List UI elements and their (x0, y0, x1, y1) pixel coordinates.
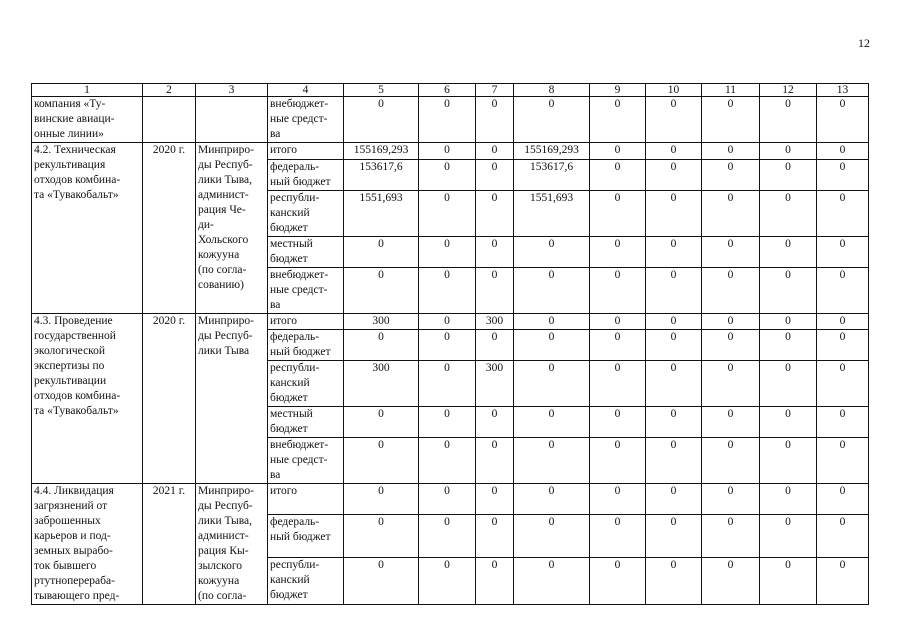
amount-cell: 0 (760, 484, 817, 515)
amount-cell: 0 (419, 330, 476, 361)
amount-cell: 0 (646, 558, 702, 605)
amount-cell: 0 (419, 407, 476, 438)
amount-cell: 0 (646, 160, 702, 191)
amount-cell: 0 (760, 143, 817, 160)
funding-source-cell: итого (268, 484, 344, 515)
amount-cell: 0 (760, 237, 817, 268)
amount-cell: 0 (476, 268, 514, 314)
amount-cell: 300 (476, 314, 514, 330)
amount-cell: 0 (514, 558, 590, 605)
amount-cell: 0 (817, 143, 869, 160)
amount-cell: 0 (344, 97, 419, 143)
column-header: 7 (476, 84, 514, 97)
amount-cell: 0 (590, 558, 646, 605)
amount-cell: 0 (817, 268, 869, 314)
amount-cell: 0 (646, 237, 702, 268)
amount-cell: 0 (817, 558, 869, 605)
amount-cell: 0 (344, 330, 419, 361)
funding-source-cell: итого (268, 143, 344, 160)
amount-cell: 0 (702, 191, 760, 237)
amount-cell: 0 (514, 237, 590, 268)
column-header: 3 (196, 84, 268, 97)
column-header: 12 (760, 84, 817, 97)
amount-cell: 153617,6 (344, 160, 419, 191)
amount-cell: 300 (476, 361, 514, 407)
column-header: 2 (143, 84, 196, 97)
header-row (32, 84, 869, 97)
amount-cell: 0 (590, 143, 646, 160)
column-header: 8 (514, 84, 590, 97)
year-cell: 2021 г. (143, 484, 196, 605)
column-header: 13 (817, 84, 869, 97)
amount-cell: 0 (702, 314, 760, 330)
amount-cell: 155169,293 (344, 143, 419, 160)
funding-source-cell: республи- канский бюджет (268, 361, 344, 407)
amount-cell: 0 (514, 407, 590, 438)
funding-source-cell: местный бюджет (268, 237, 344, 268)
amount-cell: 0 (817, 160, 869, 191)
amount-cell: 300 (344, 314, 419, 330)
amount-cell: 0 (646, 143, 702, 160)
amount-cell: 0 (760, 361, 817, 407)
amount-cell: 0 (476, 143, 514, 160)
amount-cell: 0 (817, 407, 869, 438)
amount-cell: 0 (419, 191, 476, 237)
amount-cell: 0 (590, 407, 646, 438)
amount-cell: 0 (646, 438, 702, 484)
amount-cell: 0 (646, 361, 702, 407)
amount-cell: 0 (817, 191, 869, 237)
executor-cell: Минприро- ды Респуб- лики Тыва (196, 314, 268, 484)
column-header: 6 (419, 84, 476, 97)
amount-cell: 0 (590, 484, 646, 515)
amount-cell: 0 (646, 484, 702, 515)
amount-cell: 0 (514, 268, 590, 314)
amount-cell: 0 (590, 160, 646, 191)
amount-cell: 0 (476, 484, 514, 515)
amount-cell: 0 (419, 160, 476, 191)
amount-cell: 0 (419, 361, 476, 407)
amount-cell: 0 (514, 484, 590, 515)
amount-cell: 0 (590, 237, 646, 268)
column-header: 9 (590, 84, 646, 97)
funding-source-cell: федераль- ный бюджет (268, 330, 344, 361)
column-header: 4 (268, 84, 344, 97)
amount-cell: 0 (760, 314, 817, 330)
amount-cell: 0 (514, 438, 590, 484)
amount-cell: 0 (702, 143, 760, 160)
amount-cell: 0 (817, 97, 869, 143)
executor-cell: Минприро- ды Респуб- лики Тыва, админист- рация Че- ди- Хольского кожууна (по согла- сованию) (196, 143, 268, 314)
amount-cell: 0 (590, 330, 646, 361)
measure-cell: 4.2. Техническая рекультивация отходов комбина- та «Тувакобальт» (32, 143, 143, 314)
funding-source-cell: республи- канский бюджет (268, 191, 344, 237)
amount-cell: 0 (702, 484, 760, 515)
amount-cell: 0 (476, 97, 514, 143)
amount-cell: 1551,693 (344, 191, 419, 237)
funding-source-cell: внебюджет- ные средст- ва (268, 268, 344, 314)
funding-source-cell: федераль- ный бюджет (268, 514, 344, 558)
amount-cell: 0 (419, 484, 476, 515)
amount-cell: 0 (702, 438, 760, 484)
amount-cell: 0 (760, 407, 817, 438)
funding-source-cell: внебюджет- ные средст- ва (268, 438, 344, 484)
measure-cell: компания «Ту- винские авиаци- онные линии» (32, 97, 143, 143)
amount-cell: 0 (476, 237, 514, 268)
amount-cell: 0 (476, 191, 514, 237)
amount-cell: 0 (646, 268, 702, 314)
amount-cell: 0 (419, 143, 476, 160)
amount-cell: 0 (344, 438, 419, 484)
amount-cell: 0 (590, 438, 646, 484)
amount-cell: 0 (702, 558, 760, 605)
amount-cell: 0 (590, 514, 646, 558)
amount-cell: 0 (590, 361, 646, 407)
funding-source-cell: федераль- ный бюджет (268, 160, 344, 191)
amount-cell: 0 (419, 97, 476, 143)
amount-cell: 0 (760, 268, 817, 314)
amount-cell: 0 (817, 438, 869, 484)
amount-cell: 1551,693 (514, 191, 590, 237)
amount-cell: 0 (646, 330, 702, 361)
amount-cell: 0 (514, 514, 590, 558)
amount-cell: 0 (646, 97, 702, 143)
amount-cell: 0 (646, 407, 702, 438)
amount-cell: 300 (344, 361, 419, 407)
amount-cell: 0 (702, 407, 760, 438)
amount-cell: 0 (590, 268, 646, 314)
amount-cell: 0 (344, 484, 419, 515)
amount-cell: 0 (760, 558, 817, 605)
amount-cell: 0 (817, 314, 869, 330)
year-cell: 2020 г. (143, 143, 196, 314)
funding-source-cell: республи- канский бюджет (268, 558, 344, 605)
amount-cell: 0 (760, 191, 817, 237)
year-cell (143, 97, 196, 143)
amount-cell: 0 (702, 97, 760, 143)
amount-cell: 0 (702, 268, 760, 314)
amount-cell: 0 (476, 438, 514, 484)
amount-cell: 0 (646, 514, 702, 558)
amount-cell: 0 (646, 191, 702, 237)
amount-cell: 0 (760, 160, 817, 191)
amount-cell: 0 (590, 314, 646, 330)
amount-cell: 0 (344, 407, 419, 438)
measure-cell: 4.4. Ликвидация загрязнений от заброшенных карьеров и под- земных вырабо- ток бывшего ртутноперераба- тывающего пред- (32, 484, 143, 605)
amount-cell: 0 (702, 160, 760, 191)
amount-cell: 0 (419, 268, 476, 314)
amount-cell: 0 (760, 330, 817, 361)
amount-cell: 0 (514, 361, 590, 407)
amount-cell: 0 (702, 330, 760, 361)
amount-cell: 0 (514, 330, 590, 361)
amount-cell: 0 (760, 97, 817, 143)
measure-cell: 4.3. Проведение государственной экологической экспертизы по рекультивации отходов комбина- та «Тувакобальт» (32, 314, 143, 484)
amount-cell: 0 (476, 558, 514, 605)
amount-cell: 0 (419, 237, 476, 268)
amount-cell: 0 (514, 97, 590, 143)
amount-cell: 0 (344, 558, 419, 605)
table-row (32, 314, 869, 330)
budget-table (31, 83, 869, 605)
funding-source-cell: местный бюджет (268, 407, 344, 438)
amount-cell: 0 (702, 237, 760, 268)
table-row (32, 484, 869, 515)
amount-cell: 0 (646, 314, 702, 330)
amount-cell: 0 (344, 514, 419, 558)
amount-cell: 0 (344, 237, 419, 268)
amount-cell: 0 (476, 514, 514, 558)
amount-cell: 0 (344, 268, 419, 314)
amount-cell: 0 (702, 514, 760, 558)
amount-cell: 0 (817, 514, 869, 558)
year-cell: 2020 г. (143, 314, 196, 484)
amount-cell: 0 (419, 514, 476, 558)
amount-cell: 0 (817, 237, 869, 268)
amount-cell: 0 (817, 361, 869, 407)
table-row (32, 97, 869, 143)
column-header: 10 (646, 84, 702, 97)
amount-cell: 0 (476, 407, 514, 438)
amount-cell: 0 (419, 438, 476, 484)
amount-cell: 0 (760, 438, 817, 484)
amount-cell: 0 (419, 558, 476, 605)
amount-cell: 0 (817, 330, 869, 361)
amount-cell: 0 (419, 314, 476, 330)
amount-cell: 0 (476, 160, 514, 191)
executor-cell: Минприро- ды Респуб- лики Тыва, админист- рация Кы- зылского кожууна (по согла- (196, 484, 268, 605)
funding-source-cell: итого (268, 314, 344, 330)
amount-cell: 0 (590, 191, 646, 237)
funding-source-cell: внебюджет- ные средст- ва (268, 97, 344, 143)
amount-cell: 0 (590, 97, 646, 143)
amount-cell: 0 (760, 514, 817, 558)
amount-cell: 155169,293 (514, 143, 590, 160)
amount-cell: 0 (476, 330, 514, 361)
amount-cell: 0 (817, 484, 869, 515)
column-header: 5 (344, 84, 419, 97)
column-header: 1 (32, 84, 143, 97)
table-row (32, 143, 869, 160)
amount-cell: 153617,6 (514, 160, 590, 191)
executor-cell (196, 97, 268, 143)
amount-cell: 0 (702, 361, 760, 407)
column-header: 11 (702, 84, 760, 97)
amount-cell: 0 (514, 314, 590, 330)
page-number: 12 (858, 36, 870, 50)
